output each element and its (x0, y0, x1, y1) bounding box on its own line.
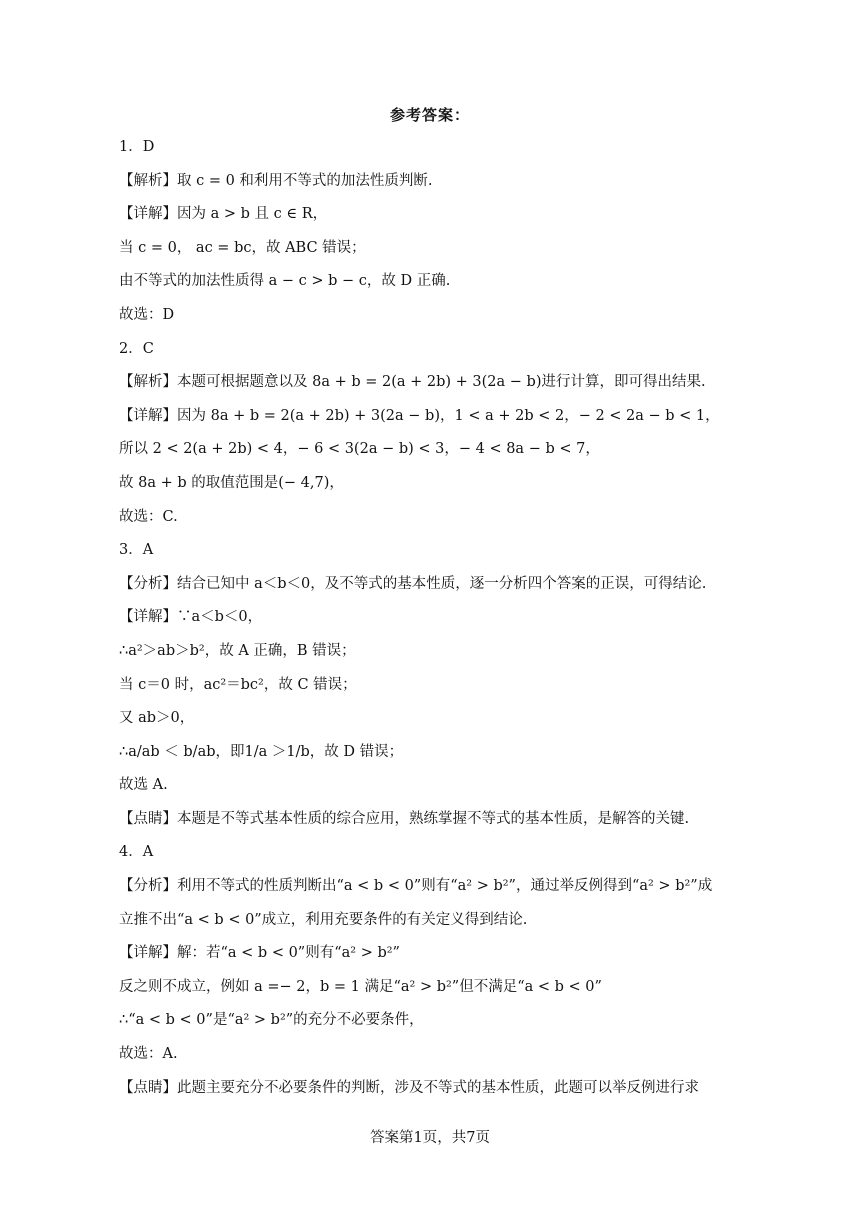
text-line: 故选：C. (119, 508, 178, 525)
text-line: ∴a²＞ab＞b²，故 A 正确，B 错误； (119, 642, 356, 659)
text-line: 又 ab＞0， (119, 710, 195, 727)
text-line: 【分析】利用不等式的性质判断出“a < b < 0”则有“a² > b²”，通过举反例得到“a² > b²”成 (119, 878, 713, 895)
text-line: ∴a/ab ＜ b/ab，即1/a ＞1/b，故 D 错误； (119, 743, 404, 760)
text-line: ∴“a < b < 0”是“a² > b²”的充分不必要条件， (119, 1012, 424, 1029)
text-line: 【详解】因为 8a + b = 2(a + 2b) + 3(2a − b)，1 < a + 2b < 2，− 2 < 2a − b < 1， (119, 407, 720, 424)
text-line: 【点睛】本题是不等式基本性质的综合应用，熟练掌握不等式的基本性质，是解答的关键. (119, 810, 690, 827)
text-line: 当 c＝0 时，ac²＝bc²，故 C 错误； (119, 676, 357, 693)
text-line: 【详解】解：若“a < b < 0”则有“a² > b²” (119, 945, 400, 962)
text-line: 【解析】取 c = 0 和利用不等式的加法性质判断. (119, 172, 433, 189)
text-line: 故选：A. (119, 1046, 178, 1063)
text-line: 故选 A. (119, 777, 168, 794)
text-line: 所以 2 < 2(a + 2b) < 4，− 6 < 3(2a − b) < 3，− 4 < 8a − b < 7， (119, 441, 600, 458)
text-line: 由不等式的加法性质得 a − c > b − c，故 D 正确. (119, 273, 451, 290)
page-title: 参考答案： (389, 106, 470, 124)
text-line: 4．A (119, 844, 154, 861)
text-line: 【分析】结合已知中 a＜b＜0，及不等式的基本性质，逐一分析四个答案的正误，可得结论. (119, 575, 707, 592)
text-line: 【点睛】此题主要充分不必要条件的判断，涉及不等式的基本性质，此题可以举反例进行求 (119, 1079, 699, 1096)
text-line: 2．C (119, 340, 154, 357)
text-line: 【解析】本题可根据题意以及 8a + b = 2(a + 2b) + 3(2a − b)进行计算，即可得出结果. (119, 374, 706, 391)
text-line: 故选：D (119, 306, 175, 323)
text-line: 1．D (119, 139, 155, 155)
text-line: 立推不出“a < b < 0”成立，利用充要条件的有关定义得到结论. (119, 911, 528, 928)
text-line: 【详解】∵a＜b＜0， (119, 609, 263, 626)
text-line: 故 8a + b 的取值范围是(− 4,7)， (119, 474, 344, 491)
text-line: 【详解】因为 a > b 且 c ∈ R， (119, 206, 328, 223)
text-line: 3．A (119, 542, 154, 559)
text-line: 反之则不成立，例如 a =− 2，b = 1 满足“a² > b²”但不满足“a < b < 0” (119, 978, 602, 995)
answer-content (119, 131, 749, 1105)
text-line: 当 c = 0， ac = bc，故 ABC 错误； (119, 239, 366, 256)
page-footer: 答案第1页，共7页 (370, 1130, 490, 1146)
